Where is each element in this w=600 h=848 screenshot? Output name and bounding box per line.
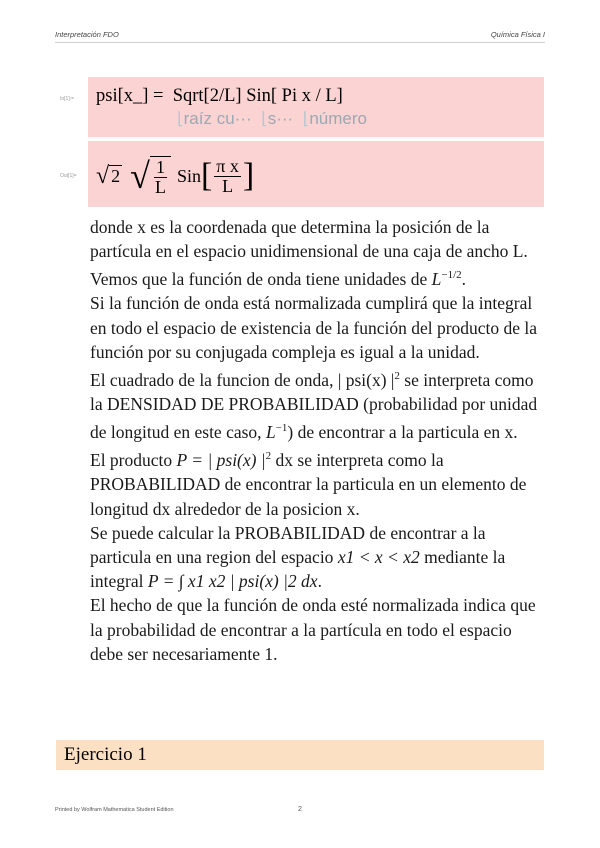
sqrt-2: √ 2: [96, 163, 121, 189]
paragraph-6: Se puede calcular la PROBABILIDAD de encontrar a la particula en una region del espacio x1 < x < x2 mediante la integral P = ∫ x1 x2 | psi(x) |2 dx.: [90, 522, 506, 592]
sin-function: Sin: [176, 165, 201, 186]
paragraph-7: El hecho de que la función de onda esté normalizada indica que la probabilidad de encontrar a la partícula en todo el espacio debe ser necesariamente 1.: [90, 595, 536, 664]
hint-sin[interactable]: s···: [267, 109, 294, 128]
paragraph-2: Vemos que la función de onda tiene unidades de $L^{-1/2}$.: [90, 269, 467, 290]
section-header[interactable]: [56, 740, 544, 770]
page-header: [55, 30, 545, 39]
input-cell[interactable]: [88, 77, 544, 137]
paragraph-3: Si la función de onda está normalizada cumplirá que la integral en todo el espacio de existencia de la función del producto de la función por su conjugada compleja es igual a la unidad.: [90, 293, 538, 362]
input-cell-label: In[1]:=: [60, 96, 75, 102]
paragraph-5: El producto P = | psi(x) $|^2$ dx se interpreta como la PROBABILIDAD de encontrar la particula en un elemento de longitud dx alrededor de la posicion x.: [90, 450, 527, 519]
footer-text: Printed by Wolfram Mathematica Student Edition: [55, 807, 174, 813]
paragraph-4: El cuadrado de la funcion de onda, | psi(x) $|^2$ se interpreta como la DENSIDAD DE PROBABILIDAD (probabilidad por unidad de longitud en este caso, $L^{-1}$) de encontrar a la particula en x.: [90, 369, 538, 443]
header-divider: [55, 42, 545, 43]
sqrt-frac: √ $\frac{1}{L}$: [130, 156, 171, 197]
header-left: Interpretación FDO: [55, 30, 119, 39]
output-cell-label: Out[1]=: [60, 173, 77, 179]
input-code[interactable]: psi[x_] = Sqrt[2/L] Sin[ Pi x / L]: [96, 86, 343, 106]
hint-number[interactable]: número: [309, 109, 367, 128]
page-number: 2: [298, 806, 302, 813]
hint-sqrt[interactable]: raíz cu···: [183, 109, 252, 128]
paragraph-1: donde x es la coordenada que determina la posición de la partícula en el espacio unidimensional de una caja de ancho L.: [90, 217, 528, 262]
header-right: Química Física I: [490, 30, 545, 39]
frac-denominator: L: [154, 176, 166, 197]
section-title: Ejercicio 1: [64, 744, 147, 765]
autocomplete-hints[interactable]: ⌊raíz cu··· ⌊s··· ⌊número: [177, 109, 367, 128]
frac-numerator: 1: [155, 156, 165, 177]
output-formula: √ 2 √ $\frac{1}{L}$ Sin [ $\frac{\text{π x}}{L}$ ]: [96, 155, 255, 197]
sin-numerator: π x: [216, 155, 239, 176]
body-text: [90, 215, 542, 666]
output-cell: [88, 141, 544, 207]
sin-denominator: L: [222, 175, 234, 196]
